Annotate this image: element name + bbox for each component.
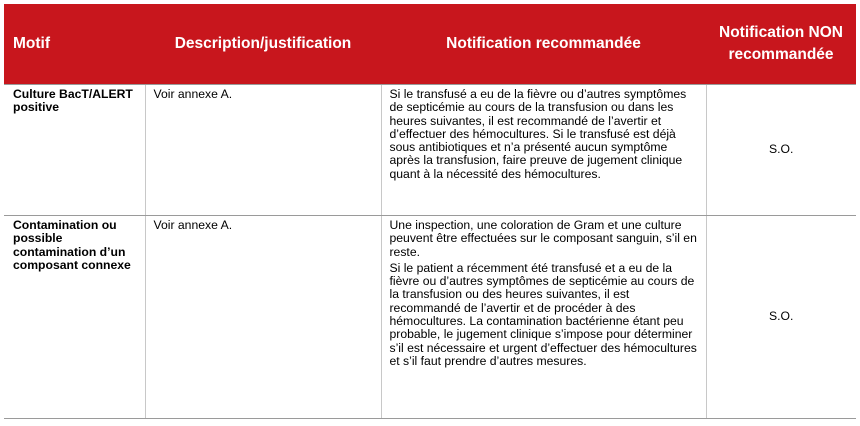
cell-notification-recommandee <box>381 216 706 419</box>
paragraph: Si le transfusé a eu de la fièvre ou d’autres symptômes de septicémie au cours de la transfusion ou dans les heures suivantes, il est recommandé de l’avertir et d’effectuer des hémocultures. Si le transfusé est déjà sous antibiotiques et n’a présenté aucun symptôme après la transfusion, faire preuve de jugement clinique quant à la nécessité des hémocultures. <box>389 87 687 181</box>
header-description: Description/justification <box>145 4 381 85</box>
table-body <box>4 85 856 419</box>
cell-description: Voir annexe A. <box>145 85 381 216</box>
header-row <box>4 4 856 85</box>
cell-notification-recommandee <box>381 85 706 216</box>
header-motif: Motif <box>4 4 145 85</box>
cell-description: Voir annexe A. <box>145 216 381 419</box>
notification-table <box>4 4 856 419</box>
cell-motif: Culture BacT/ALERT positive <box>4 85 145 216</box>
paragraph: Une inspection, une coloration de Gram et une culture peuvent être effectuées sur le composant sanguin, s’il en reste. <box>389 218 697 259</box>
header-notification-non-recommandee: Notification NON recommandée <box>706 4 856 85</box>
cell-notification-non-recommandee: S.O. <box>706 85 856 216</box>
paragraph: Si le patient a récemment été transfusé et a eu de la fièvre ou d’autres symptômes de septicémie au cours de la transfusion ou des heures suivantes, il est recommandé de l’avertir et de procéder à des hémocultures. La contamination bactérienne étant peu probable, le jugement clinique s’impose pour déterminer s’il est nécessaire et urgent d’effectuer des hémocultures et s’il faut prendre d’autres mesures. <box>389 260 697 368</box>
cell-motif: Contamination ou possible contamination d’un composant connexe <box>4 216 145 419</box>
table-header <box>4 4 856 85</box>
table-row <box>4 85 856 216</box>
cell-notification-non-recommandee: S.O. <box>706 216 856 419</box>
table-row <box>4 216 856 419</box>
header-notification-recommandee: Notification recommandée <box>381 4 706 85</box>
